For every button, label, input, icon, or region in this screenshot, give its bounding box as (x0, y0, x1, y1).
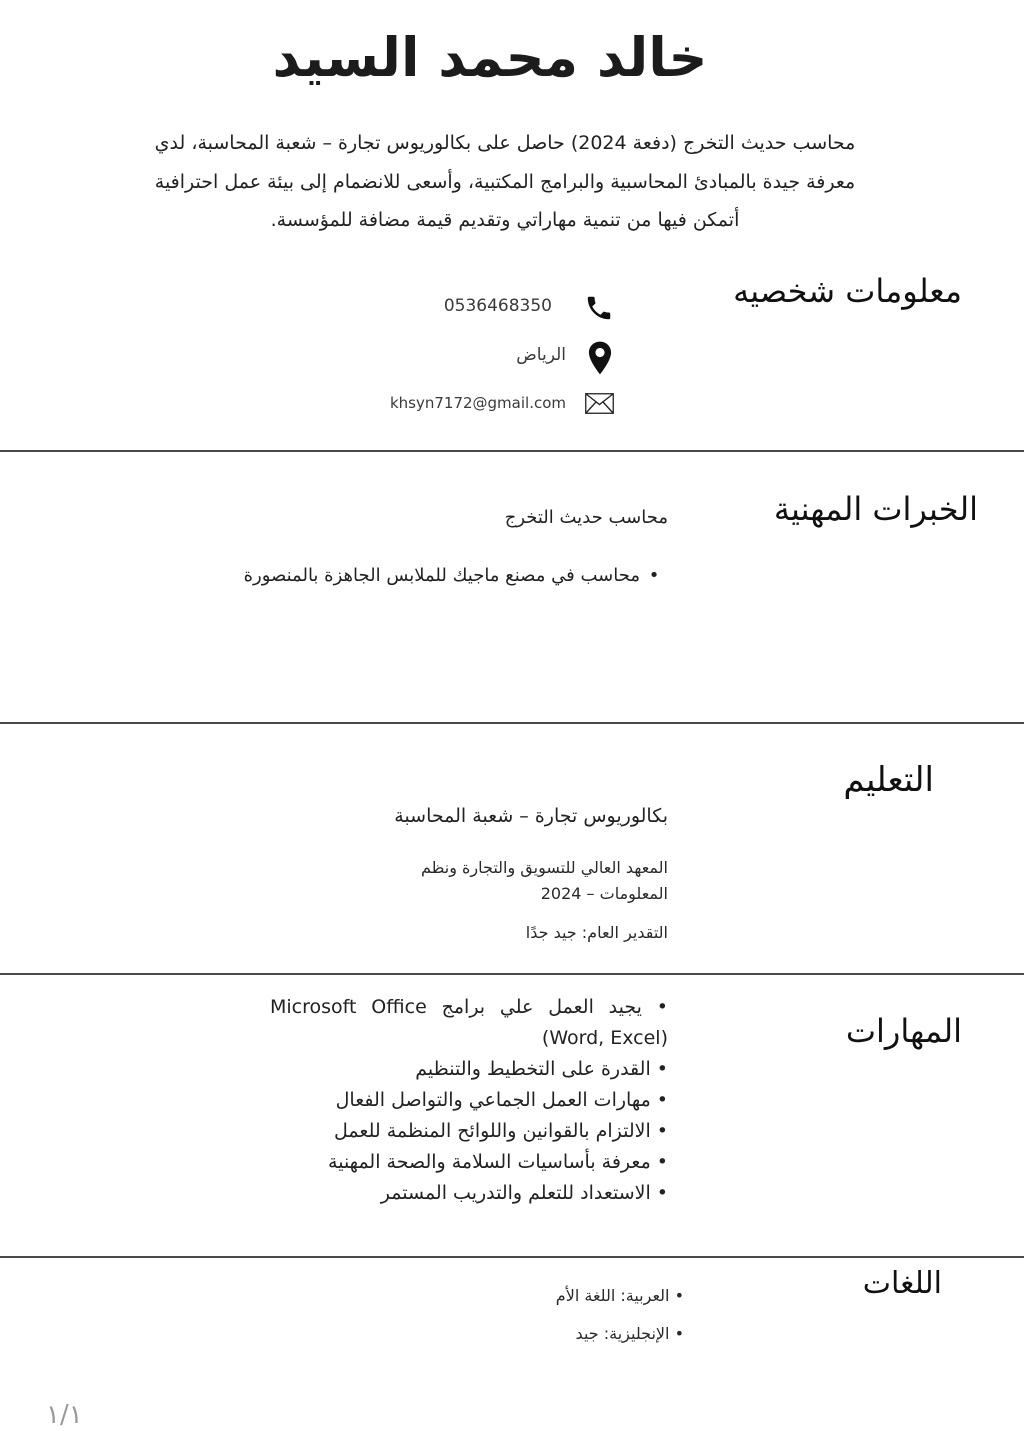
envelope-icon (585, 393, 614, 414)
section-title-skills: المهارات (845, 1012, 962, 1050)
skill-item: • الالتزام بالقوانين واللوائح المنظمة للعمل (334, 1120, 668, 1142)
bullet: • (648, 565, 660, 586)
email-address[interactable]: khsyn7172@gmail.com (389, 394, 566, 412)
section-divider (0, 722, 1024, 724)
section-divider (0, 973, 1024, 975)
professional-summary: محاسب حديث التخرج (دفعة 2024) حاصل على بكالوريوس تجارة – شعبة المحاسبة، لدي معرفة جيدة بالمبادئ المحاسبية والبرامج المكتبية، وأسعى للانضمام إلى بيئة عمل احترافية أتمكن فيها من تنمية مهاراتي وتقديم قيمة مضافة للمؤسسة. (154, 132, 856, 231)
phone-icon (584, 292, 614, 324)
skills-list (270, 992, 668, 1209)
section-divider (0, 1256, 1024, 1258)
skill-item: • القدرة على التخطيط والتنظيم (415, 1058, 668, 1080)
institute-line-1: المعهد العالي للتسويق والتجارة ونظم (420, 858, 668, 877)
skill-item: • مهارات العمل الجماعي والتواصل الفعال (335, 1089, 668, 1111)
section-title-personal: معلومات شخصيه (733, 272, 962, 310)
section-divider (0, 450, 1024, 452)
job-title: محاسب حديث التخرج (504, 507, 668, 528)
skill-item: • معرفة بأساسيات السلامة والصحة المهنية (328, 1151, 668, 1173)
institute-line-2: المعلومات – 2024 (540, 884, 668, 903)
skill-item: • يجيد العمل علي برامج Microsoft Office (Word, Excel) (270, 996, 668, 1049)
candidate-name: خالد محمد السيد (272, 26, 708, 89)
experience-item (244, 565, 668, 586)
section-title-experience: الخبرات المهنية (773, 490, 978, 528)
institute (421, 855, 668, 907)
language-item: • الإنجليزية: جيد (575, 1324, 684, 1343)
section-title-languages: اللغات (862, 1266, 942, 1301)
experience-item-text: محاسب في مصنع ماجيك للملابس الجاهزة بالمنصورة (243, 565, 640, 586)
phone-number: 0536468350 (443, 296, 552, 316)
degree: بكالوريوس تجارة – شعبة المحاسبة (394, 805, 668, 827)
grade: التقدير العام: جيد جدًا (525, 923, 668, 942)
page-number: ١/١ (46, 1400, 83, 1430)
city: الرياض (516, 345, 566, 365)
section-title-education: التعليم (843, 760, 934, 800)
location-pin-icon (586, 340, 614, 376)
language-item: • العربية: اللغة الأم (555, 1286, 684, 1305)
skill-item: • الاستعداد للتعلم والتدريب المستمر (380, 1182, 668, 1204)
